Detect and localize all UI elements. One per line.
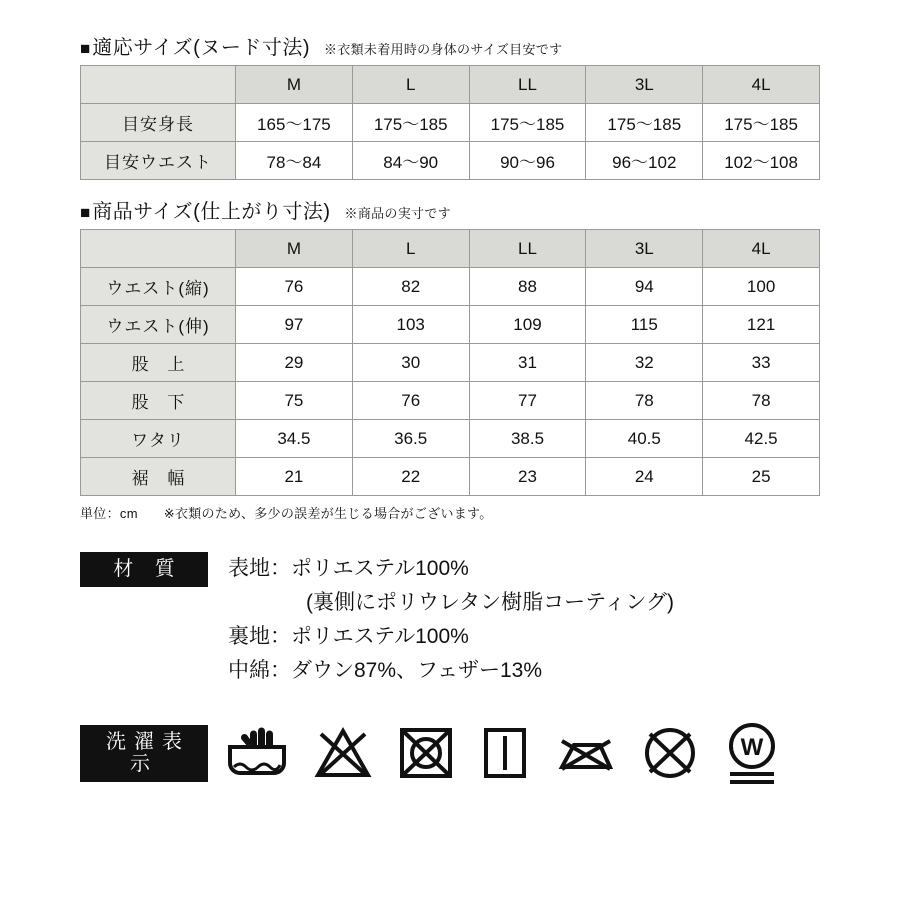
table-cell: 94 xyxy=(586,268,703,306)
table-cell: 23 xyxy=(469,458,586,496)
table-cell: 21 xyxy=(236,458,353,496)
table-cell: 42.5 xyxy=(703,420,820,458)
wash-care-icons xyxy=(226,722,780,784)
table-cell: 88 xyxy=(469,268,586,306)
material-block xyxy=(80,552,820,688)
row-label: 目安身長 xyxy=(81,104,236,142)
table-cell: 175〜185 xyxy=(586,104,703,142)
table-cell: 103 xyxy=(352,306,469,344)
table-cell: 31 xyxy=(469,344,586,382)
table-cell: 76 xyxy=(236,268,353,306)
wash-care-tag: 洗濯表示 xyxy=(80,725,208,782)
table-cell: 175〜185 xyxy=(469,104,586,142)
table-corner-cell xyxy=(81,230,236,268)
svg-text:W: W xyxy=(740,734,764,762)
table-cell: 90〜96 xyxy=(469,142,586,180)
table-cell: 77 xyxy=(469,382,586,420)
table-corner-cell xyxy=(81,66,236,104)
table-cell: 40.5 xyxy=(586,420,703,458)
column-header-4l: 4L xyxy=(703,66,820,104)
table-cell: 30 xyxy=(352,344,469,382)
row-label: 裾 幅 xyxy=(81,458,236,496)
table-cell: 82 xyxy=(352,268,469,306)
table-cell: 38.5 xyxy=(469,420,586,458)
table-cell: 97 xyxy=(236,306,353,344)
table-row xyxy=(81,104,820,142)
no-bleach-icon xyxy=(314,725,372,781)
table-cell: 36.5 xyxy=(352,420,469,458)
row-label: ウエスト(伸) xyxy=(81,306,236,344)
material-lines xyxy=(228,552,674,688)
table-cell: 115 xyxy=(586,306,703,344)
unit-line xyxy=(80,503,820,522)
table-cell: 96〜102 xyxy=(586,142,703,180)
material-tag: 材 質 xyxy=(80,552,208,587)
row-label: ウエスト(縮) xyxy=(81,268,236,306)
no-iron-icon xyxy=(556,725,616,781)
table-cell: 24 xyxy=(586,458,703,496)
section-title: 商品サイズ(仕上がり寸法) xyxy=(92,201,331,223)
wash-care-block xyxy=(80,722,820,784)
column-header-ll: LL xyxy=(469,230,586,268)
material-line: 裏地：ポリエステル100% xyxy=(228,625,469,649)
line-dry-icon xyxy=(480,725,530,781)
material-line: 中綿：ダウン87%、フェザー13% xyxy=(228,659,543,683)
section-heading-product-size xyxy=(80,202,820,222)
unit-note: ※衣類のため、多少の誤差が生じる場合がございます。 xyxy=(163,506,493,521)
column-header-4l: 4L xyxy=(703,230,820,268)
section-title: 適応サイズ(ヌード寸法) xyxy=(92,37,311,59)
column-header-3l: 3L xyxy=(586,66,703,104)
table-cell: 121 xyxy=(703,306,820,344)
column-header-ll: LL xyxy=(469,66,586,104)
table-row xyxy=(81,142,820,180)
table-row xyxy=(81,382,820,420)
material-line: 表地：ポリエステル100% xyxy=(228,557,469,580)
table-cell: 78 xyxy=(703,382,820,420)
table-cell: 78〜84 xyxy=(236,142,353,180)
table-cell: 34.5 xyxy=(236,420,353,458)
table-cell: 33 xyxy=(703,344,820,382)
table-row xyxy=(81,268,820,306)
column-header-l: L xyxy=(352,230,469,268)
table-cell: 76 xyxy=(352,382,469,420)
table-cell: 29 xyxy=(236,344,353,382)
table-row xyxy=(81,420,820,458)
table-row xyxy=(81,458,820,496)
table-cell: 78 xyxy=(586,382,703,420)
table-cell: 84〜90 xyxy=(352,142,469,180)
table-cell: 25 xyxy=(703,458,820,496)
fit-size-table xyxy=(80,65,820,180)
table-row xyxy=(81,344,820,382)
table-cell: 22 xyxy=(352,458,469,496)
table-cell: 165〜175 xyxy=(236,104,353,142)
no-tumble-dry-icon xyxy=(398,725,454,781)
wet-clean-w-icon xyxy=(724,722,780,784)
section-note: ※衣類未着用時の身体のサイズ目安です xyxy=(324,42,563,57)
table-header-row xyxy=(81,66,820,104)
hand-wash-icon xyxy=(226,725,288,781)
no-dry-clean-icon xyxy=(642,725,698,781)
row-label: 股 下 xyxy=(81,382,236,420)
material-line: (裏側にポリウレタン樹脂コーティング) xyxy=(306,591,675,615)
table-cell: 175〜185 xyxy=(352,104,469,142)
table-cell: 109 xyxy=(469,306,586,344)
bullet-square-icon: ■ xyxy=(80,203,91,222)
table-cell: 75 xyxy=(236,382,353,420)
column-header-m: M xyxy=(236,230,353,268)
table-header-row xyxy=(81,230,820,268)
table-cell: 102〜108 xyxy=(703,142,820,180)
bullet-square-icon: ■ xyxy=(80,39,91,58)
row-label: ワタリ xyxy=(81,420,236,458)
table-row xyxy=(81,306,820,344)
row-label: 目安ウエスト xyxy=(81,142,236,180)
table-cell: 175〜185 xyxy=(703,104,820,142)
column-header-l: L xyxy=(352,66,469,104)
section-note: ※商品の実寸です xyxy=(344,206,451,221)
unit-label: 単位：cm xyxy=(80,506,138,521)
row-label: 股 上 xyxy=(81,344,236,382)
fit-size-table-wrap xyxy=(80,65,820,180)
column-header-3l: 3L xyxy=(586,230,703,268)
column-header-m: M xyxy=(236,66,353,104)
table-cell: 32 xyxy=(586,344,703,382)
table-cell: 100 xyxy=(703,268,820,306)
section-heading-fit-size xyxy=(80,38,820,58)
product-size-table xyxy=(80,229,820,496)
